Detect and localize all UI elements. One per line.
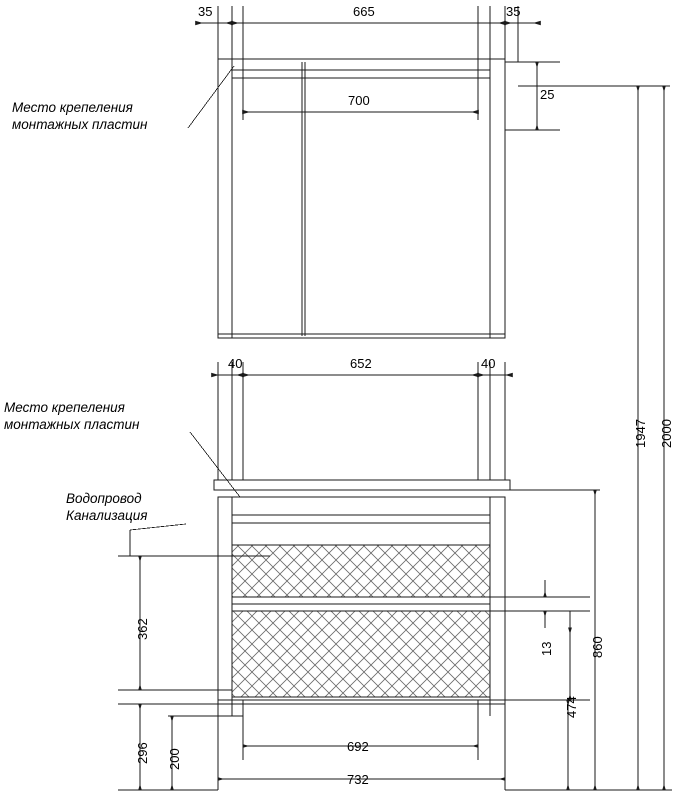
dim-top-right-offset: 35 [506,4,521,19]
note-line-1: Водопровод [66,491,142,506]
dim-top-right-height: 25 [540,87,555,102]
note-line-2: монтажных пластин [12,116,148,132]
dim-left-296: 296 [135,742,150,764]
dim-top-center-width: 665 [353,4,375,19]
dim-right-474: 474 [564,696,579,718]
note-mounting-plates-top [12,100,147,134]
dim-left-362: 362 [135,618,150,640]
dim-right-860: 860 [590,636,605,658]
note-line-1: Место крепеления [12,100,133,115]
note-line-1: Место крепеления [4,400,125,415]
dim-right-13: 13 [539,641,554,656]
note-mounting-plates-bottom [4,400,139,434]
dim-bottom-center-width: 652 [350,356,372,371]
note-plumbing [66,491,147,525]
note-line-2: Канализация [66,507,148,523]
dim-overall-2000: 2000 [659,419,674,448]
dim-bottom-732: 732 [347,772,369,787]
dim-bottom-692: 692 [347,739,369,754]
dim-top-left-offset: 35 [198,4,213,19]
note-line-2: монтажных пластин [4,416,140,432]
dim-bottom-right-offset: 40 [481,356,496,371]
dim-bottom-left-offset: 40 [228,356,243,371]
dim-overall-1947: 1947 [633,419,648,448]
dim-left-200: 200 [167,748,182,770]
dim-top-inner-width: 700 [348,93,370,108]
